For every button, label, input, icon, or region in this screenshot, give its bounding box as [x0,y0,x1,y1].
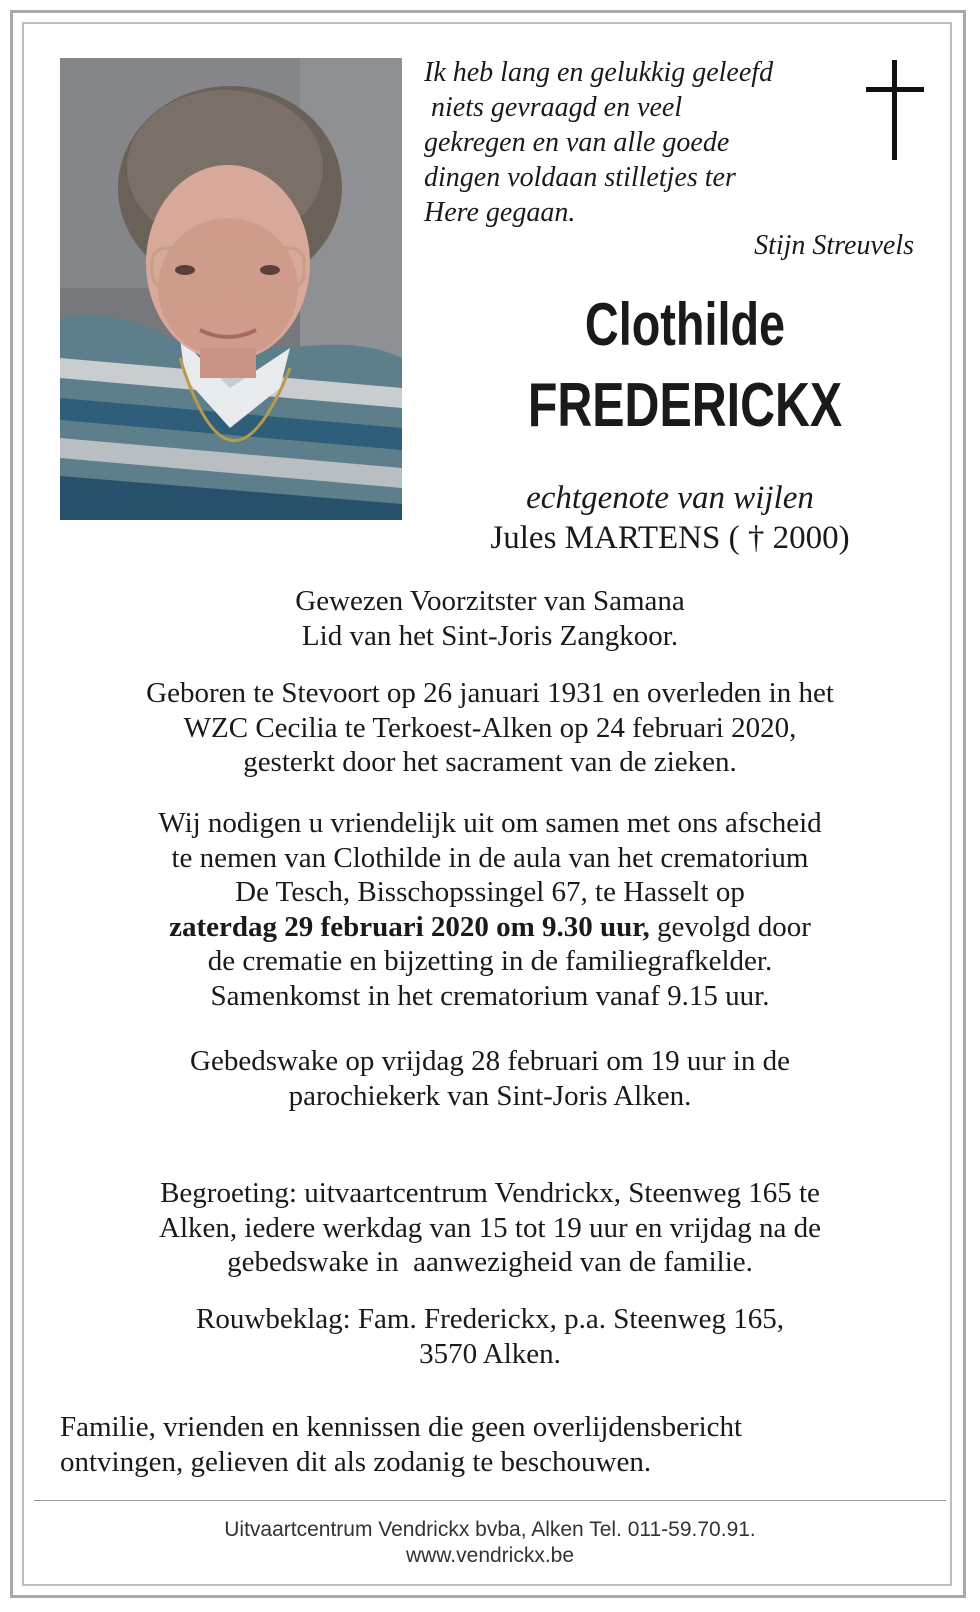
notice-block [60,1410,930,1479]
birth-death-line: gesterkt door het sacrament van de zieken. [243,746,737,778]
ceremony-line: Samenkomst in het crematorium vanaf 9.15 uur. [210,979,770,1012]
wake-block [50,1044,930,1113]
birth-death-line: WZC Cecilia te Terkoest-Alken op 24 februari 2020, [183,711,797,744]
footer-website[interactable]: www.vendrickx.be [405,1544,575,1567]
condolences-line: Rouwbeklag: Fam. Frederickx, p.a. Steenweg 165, [196,1303,784,1335]
quote-line: Ik heb lang en gelukkig geleefd [424,57,774,88]
ceremony-block [50,806,930,1013]
visitation-line: Alken, iedere werkdag van 15 tot 19 uur en vrijdag na de [159,1211,821,1244]
ceremony-line: de crematie en bijzetting in de familiegrafkelder. [207,945,773,977]
roles-block [50,584,930,653]
spouse-name: Jules MARTENS ( † 2000) [490,520,850,556]
quote-author: Stijn Streuvels [754,230,914,261]
roles-line: Lid van het Sint-Joris Zangkoor. [301,619,679,652]
birth-death-line: Geboren te Stevoort op 26 januari 1931 en overleden in het [146,677,834,709]
ceremony-date-rest: gevolgd door [649,910,811,943]
footer-divider [34,1500,946,1501]
notice-line: ontvingen, gelieven dit als zodanig te beschouwen. [60,1445,652,1478]
ceremony-date-line [50,910,930,945]
latin-cross-icon [866,60,924,160]
roles-line: Gewezen Voorzitster van Samana [295,585,685,617]
ceremony-line: te nemen van Clothilde in de aula van het crematorium [171,841,809,874]
quote-text [424,55,824,230]
footer-company: Uitvaartcentrum Vendrickx bvba, Alken Tel. 011-59.70.91. [224,1518,756,1541]
ceremony-date: zaterdag 29 februari 2020 om 9.30 uur, [169,910,650,943]
wake-line: parochiekerk van Sint-Joris Alken. [288,1079,692,1112]
notice-line: Familie, vrienden en kennissen die geen overlijdensbericht [60,1411,743,1443]
ceremony-line: Wij nodigen u vriendelijk uit om samen met ons afscheid [158,807,822,839]
spouse-relation: echtgenote van wijlen [526,480,814,516]
visitation-line: gebedswake in aanwezigheid van de familie. [227,1246,753,1278]
visitation-line: Begroeting: uitvaartcentrum Vendrickx, Steenweg 165 te [160,1177,820,1209]
birth-death-block [50,676,930,780]
condolences-block [50,1302,930,1371]
deceased-first-name: Clothilde [584,291,786,358]
quote-line: niets gevraagd en veel [424,92,683,123]
condolences-line: 3570 Alken. [419,1337,561,1370]
wake-line: Gebedswake op vrijdag 28 februari om 19 uur in de [190,1045,790,1077]
quote-line: gekregen en van alle goede [424,127,730,158]
deceased-last-name: FREDERICKX [527,371,843,440]
quote-line: dingen voldaan stilletjes ter [424,162,736,193]
visitation-block [50,1176,930,1280]
portrait-photo [60,58,402,520]
quote-line: Here gegaan. [424,197,576,228]
ceremony-line: De Tesch, Bisschopssingel 67, te Hasselt op [235,876,745,908]
